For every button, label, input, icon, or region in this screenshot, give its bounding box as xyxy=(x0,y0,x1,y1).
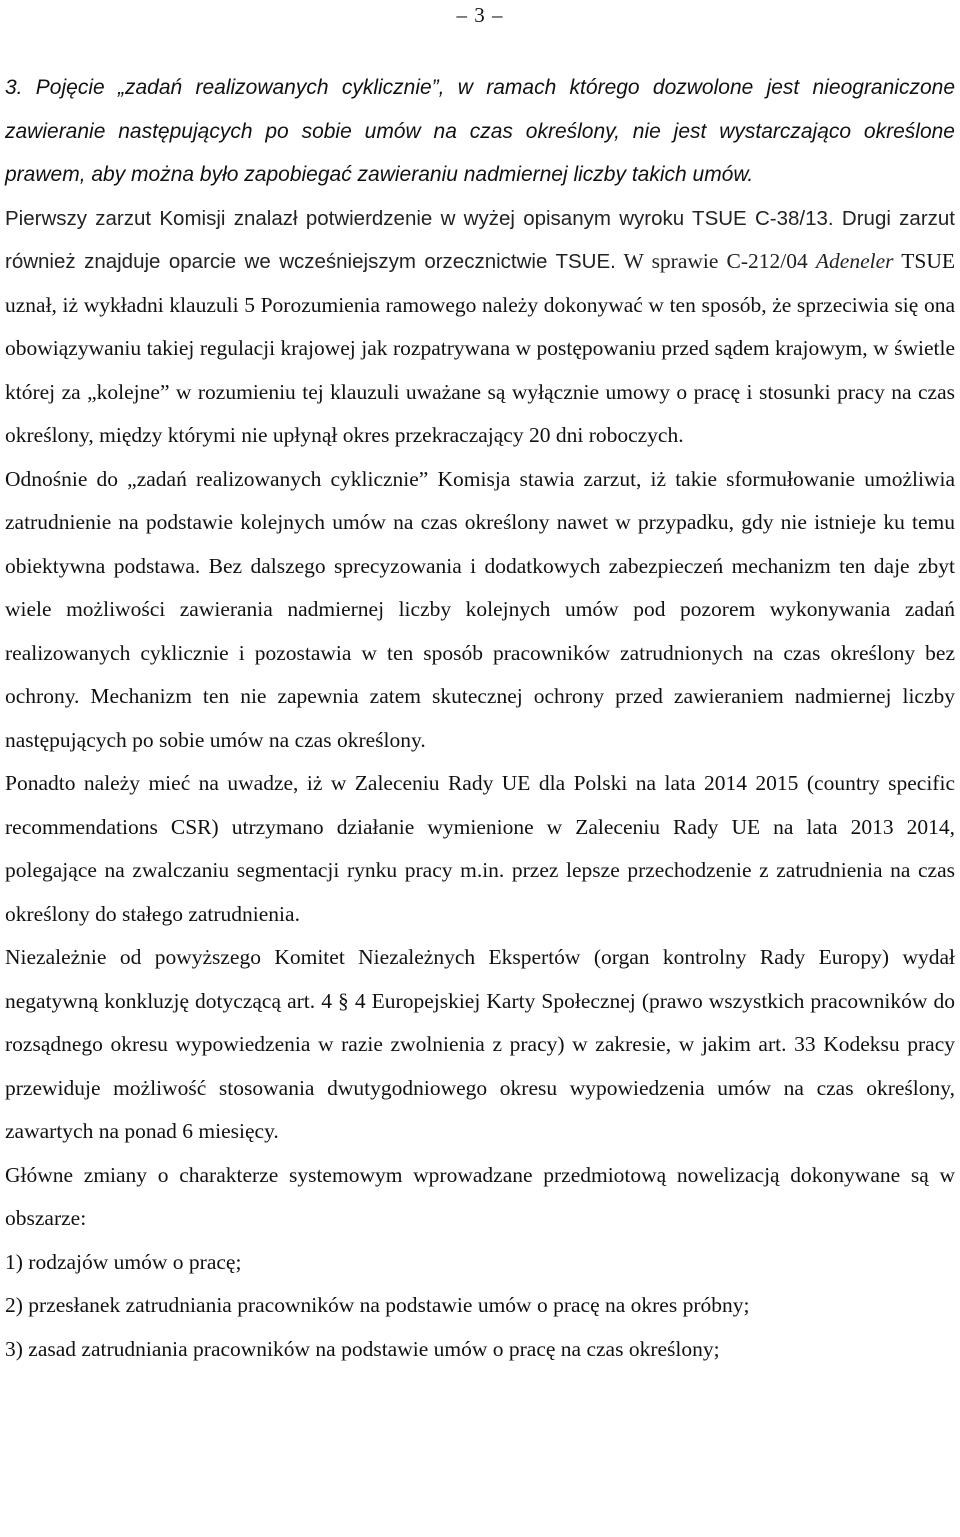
adeneler-lead-text: W sprawie C-212/04 xyxy=(615,249,816,273)
cyclical-tasks-paragraph: Odnośnie do „zadań realizowanych cyklicznie” Komisja stawia zarzut, iż takie sformułowanie umożliwia zatrudnienie na podstawie kolejnych umów na czas określony nawet w przypadku, gdy nie istnieje ku temu obiektywna podstawa. Bez dalszego sprecyzowania i dodatkowych zabezpieczeń mechanizm ten daje zbyt wiele możliwości zawierania nadmiernej liczby kolejnych umów pod pozorem wykonywania zadań realizowanych cyklicznie i pozostawia w ten sposób pracowników zatrudnionych na czas określony bez ochrony. Mechanizm ten nie zapewnia zatem skutecznej ochrony przed zawieraniem nadmiernej liczby następujących po sobie umów na czas określony. xyxy=(5,466,955,752)
commission-remarks-text: Pierwszy zarzut Komisji znalazł potwierdzenie w wyżej opisanym wyroku TSUE C-38/13. Drugi zarzut również znajduje oparcie we wcześniejszym orzecznictwie TSUE. xyxy=(5,206,955,273)
page-number: – 3 – xyxy=(456,3,504,27)
list-item-1: 1) rodzajów umów o pracę; xyxy=(5,1249,242,1274)
adeneler-ruling-text: TSUE uznał, iż wykładni klauzuli 5 Porozumienia ramowego należy dokonywać w ten sposób, że sprzeciwia się ona obowiązywaniu takiej regulacji krajowej jak rozpatrywana w postępowaniu przed sądem krajowym, w świetle której za „kolejne” w rozumieniu tej klauzuli uważane są wyłącznie umowy o pracę i stosunki pracy na czas określony, między którymi nie upłynął okres przekraczający 20 dni roboczych. xyxy=(5,249,955,447)
case-name-adeneler: Adeneler xyxy=(815,249,894,273)
committee-conclusion-paragraph: Niezależnie od powyższego Komitet Niezależnych Ekspertów (organ kontrolny Rady Europy) wydał negatywną konkluzję dotyczącą art. 4 § 4 Europejskiej Karty Społecznej (prawo wszystkich pracowników do rozsądnego okresu wypowiedzenia w razie zwolnienia z pracy) w zakresie, w jakim art. 33 Kodeksu pracy przewiduje możliwość stosowania dwutygodniowego okresu wypowiedzenia umów na czas określony, zawartych na ponad 6 miesięcy. xyxy=(5,945,955,1143)
list-item-2: 2) przesłanek zatrudniania pracowników na podstawie umów o pracę na okres próbny; xyxy=(5,1293,750,1317)
main-changes-intro-paragraph: Główne zmiany o charakterze systemowym wprowadzane przedmiotową nowelizacją dokonywane są w obszarze: xyxy=(5,1162,955,1230)
commission-remarks-paragraph xyxy=(5,197,955,458)
document-body xyxy=(5,66,955,1371)
point-3-paragraph: 3. Pojęcie „zadań realizowanych cyklicznie”, w ramach którego dozwolone jest nieograniczone zawieranie następujących po sobie umów na czas określony, nie jest wystarczająco określone prawem, aby można było zapobiegać zawieraniu nadmiernej liczby takich umów. xyxy=(5,76,955,186)
council-recommendation-paragraph: Ponadto należy mieć na uwadze, iż w Zaleceniu Rady UE dla Polski na lata 2014 2015 (country specific recommendations CSR) utrzymano działanie wymienione w Zaleceniu Rady UE na lata 2013 2014, polegające na zwalczaniu segmentacji rynku pracy m.in. przez lepsze przechodzenie z zatrudnienia na czas określony do stałego zatrudnienia. xyxy=(5,771,955,926)
list-item-3: 3) zasad zatrudniania pracowników na podstawie umów o pracę na czas określony; xyxy=(5,1336,720,1361)
